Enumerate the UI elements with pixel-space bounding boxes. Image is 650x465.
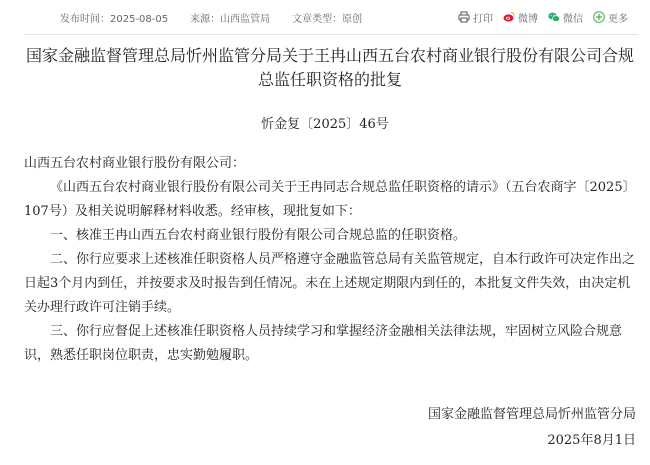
wechat-icon (548, 11, 560, 23)
publish-time: 发布时间：2025-08-05 (60, 13, 169, 25)
more-label: 更多 (608, 13, 628, 25)
more-share-button[interactable] (593, 10, 628, 25)
paragraph: 一、核准王冉山西五台农村商业银行股份有限公司合规总监的任职资格。 (50, 228, 467, 243)
signature-date: 2025年8月1日 (547, 433, 636, 448)
wechat-label: 微信 (563, 13, 583, 25)
plus-icon (593, 11, 605, 23)
article-title: 国家金融监督管理总局忻州监管分局关于王冉山西五台农村商业银行股份有限公司合规总监任职资格的批复 (25, 46, 634, 89)
print-label: 打印 (473, 13, 493, 25)
salutation: 山西五台农村商业银行股份有限公司： (24, 156, 246, 171)
article-type: 文章类型：原创 (292, 13, 363, 25)
weibo-share-button[interactable] (503, 10, 538, 25)
paragraph: 《山西五台农村商业银行股份有限公司关于王冉同志合规总监任职资格的请示》（五台农商字〔2025〕107号）及相关说明解释材料收悉。经审核，现批复如下： (24, 180, 636, 219)
weibo-icon (503, 11, 515, 23)
paragraph: 二、你行应要求上述核准任职资格人员严格遵守金融监管总局有关监管规定，自本行政许可决定作出之日起3个月内到任，并按要求及时报告到任情况。未在上述规定期限内到任的，本批复文件失效，由决定机关办理行政许可注销手续。 (24, 252, 636, 315)
article-meta-bar (24, 0, 638, 35)
print-button[interactable] (458, 10, 493, 25)
source: 来源：山西监管局 (190, 13, 271, 25)
article-body (24, 152, 636, 368)
signature-org: 国家金融监督管理总局忻州监管分局 (427, 407, 636, 422)
paragraph: 三、你行应督促上述核准任职资格人员持续学习和掌握经济金融相关法律法规，牢固树立风险合规意识，熟悉任职岗位职责，忠实勤勉履职。 (24, 324, 623, 363)
weibo-label: 微博 (518, 13, 538, 25)
share-bar (458, 10, 638, 25)
article-meta (24, 10, 362, 25)
document-number: 忻金复〔2025〕46号 (261, 117, 389, 132)
printer-icon (458, 11, 470, 23)
signature-block (428, 402, 636, 454)
wechat-share-button[interactable] (548, 10, 583, 25)
